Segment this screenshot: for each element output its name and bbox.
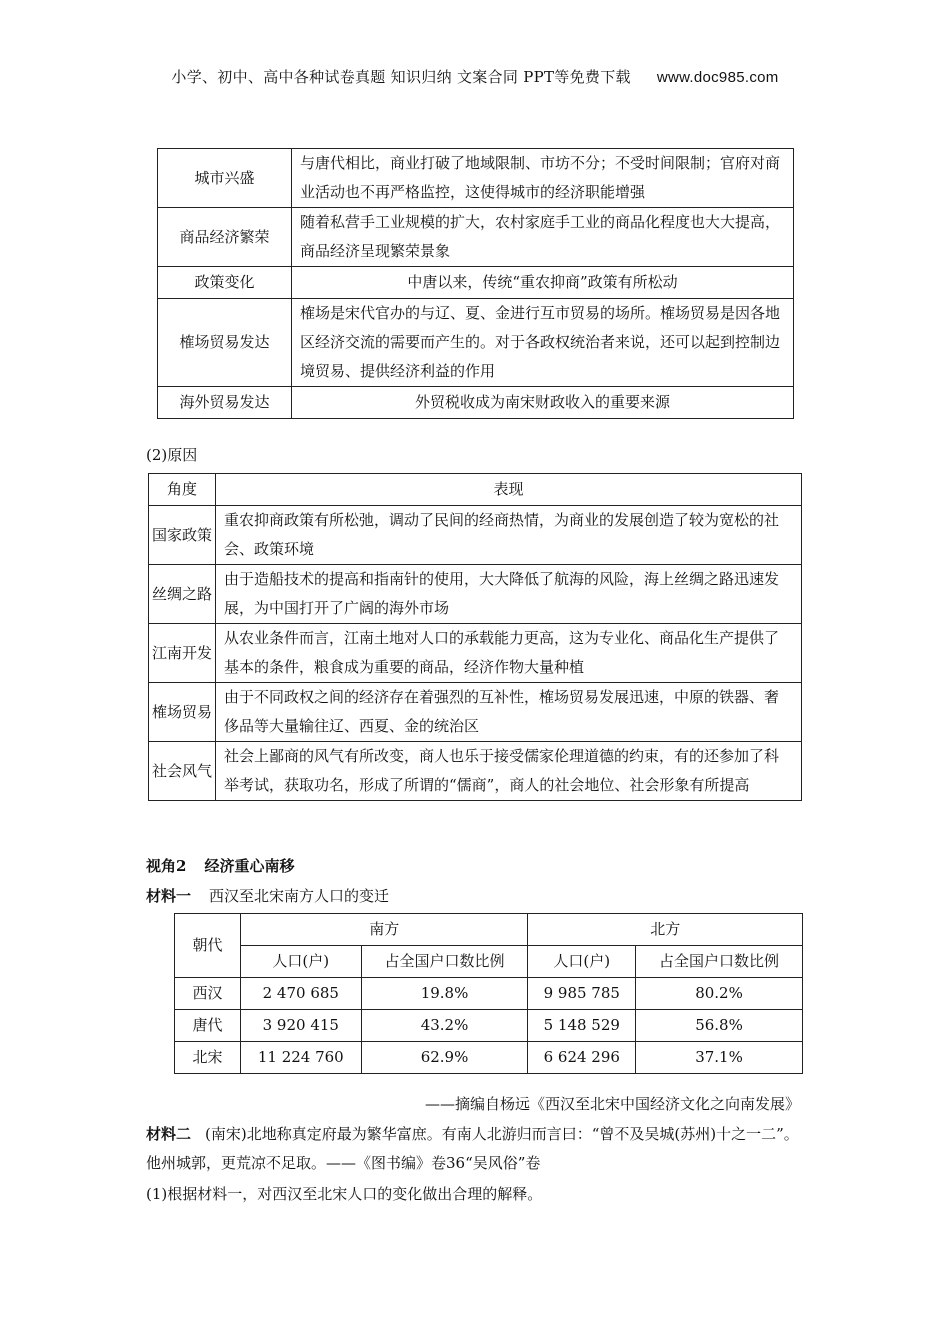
- table-header-row: [175, 914, 803, 946]
- row-key: 榷场贸易: [149, 683, 216, 742]
- row-key: 江南开发: [149, 624, 216, 683]
- row-key: 国家政策: [149, 506, 216, 565]
- cell-dynasty: 西汉: [175, 978, 241, 1010]
- row-value: 与唐代相比，商业打破了地域限制、市坊不分；不受时间限制；官府对商业活动也不再严格监控，这使得城市的经济职能增强: [292, 149, 794, 208]
- row-value: 社会上鄙商的风气有所改变，商人也乐于接受儒家伦理道德的约束，有的还参加了科举考试，获取功名，形成了所谓的“儒商”，商人的社会地位、社会形象有所提高: [216, 742, 802, 801]
- header-angle: 角度: [149, 474, 216, 506]
- row-key: 社会风气: [149, 742, 216, 801]
- subheader-north-ratio: 占全国户口数比例: [636, 946, 803, 978]
- header-north: 北方: [528, 914, 803, 946]
- row-value: 随着私营手工业规模的扩大，农村家庭手工业的商品化程度也大大提高，商品经济呈现繁荣景象: [292, 208, 794, 267]
- header-south: 南方: [241, 914, 528, 946]
- material2-label: 材料二: [146, 1125, 192, 1143]
- table-subheader-row: [175, 946, 803, 978]
- view2-heading: [146, 855, 294, 876]
- row-value: 榷场是宋代官办的与辽、夏、金进行互市贸易的场所。榷场贸易是因各地区经济交流的需要而产生的。对于各政权统治者来说，还可以起到控制边境贸易、提供经济利益的作用: [292, 299, 794, 387]
- header-performance: 表现: [216, 474, 802, 506]
- cell-south-pop: 2 470 685: [241, 978, 362, 1010]
- cell-north-ratio: 56.8%: [636, 1010, 803, 1042]
- row-value: 重农抑商政策有所松弛，调动了民间的经商热情，为商业的发展创造了较为宽松的社会、政策环境: [216, 506, 802, 565]
- cell-north-ratio: 80.2%: [636, 978, 803, 1010]
- table-row: [149, 565, 802, 624]
- table-row: [149, 742, 802, 801]
- row-key: 海外贸易发达: [158, 387, 292, 419]
- table-row: [149, 624, 802, 683]
- subheader-north-pop: 人口(户): [528, 946, 636, 978]
- table-row: [175, 1042, 803, 1074]
- cell-north-pop: 6 624 296: [528, 1042, 636, 1074]
- cell-dynasty: 唐代: [175, 1010, 241, 1042]
- subheader-south-ratio: 占全国户口数比例: [361, 946, 528, 978]
- table-header-row: [149, 474, 802, 506]
- cell-north-ratio: 37.1%: [636, 1042, 803, 1074]
- row-key: 城市兴盛: [158, 149, 292, 208]
- view2-title: 经济重心南移: [204, 857, 295, 875]
- table-row: [158, 299, 794, 387]
- source-citation: ——摘编自杨远《西汉至北宋中国经济文化之向南发展》: [424, 1095, 800, 1113]
- characteristics-table: [157, 148, 794, 419]
- cell-south-pop: 3 920 415: [241, 1010, 362, 1042]
- cell-north-pop: 9 985 785: [528, 978, 636, 1010]
- row-key: 政策变化: [158, 267, 292, 299]
- material2-paragraph: [146, 1120, 806, 1178]
- row-value: 从农业条件而言，江南土地对人口的承载能力更高，这为专业化、商品化生产提供了基本的条件，粮食成为重要的商品，经济作物大量种植: [216, 624, 802, 683]
- view2-label: 视角2: [146, 857, 187, 875]
- material1-heading: [146, 885, 389, 906]
- table-row: [149, 506, 802, 565]
- cell-south-ratio: 43.2%: [361, 1010, 528, 1042]
- table-row: [158, 149, 794, 208]
- cell-south-ratio: 62.9%: [361, 1042, 528, 1074]
- header-dynasty: 朝代: [175, 914, 241, 978]
- header-text: 小学、初中、高中各种试卷真题 知识归纳 文案合同 PPT等免费下载: [171, 68, 631, 86]
- header-url[interactable]: www.doc985.com: [656, 69, 779, 86]
- row-value: 由于不同政权之间的经济存在着强烈的互补性，榷场贸易发展迅速，中原的铁器、奢侈品等大量输往辽、西夏、金的统治区: [216, 683, 802, 742]
- question-1: (1)根据材料一，对西汉至北宋人口的变化做出合理的解释。: [146, 1185, 543, 1203]
- row-key: 商品经济繁荣: [158, 208, 292, 267]
- cell-north-pop: 5 148 529: [528, 1010, 636, 1042]
- material2-text: (南宋)北地称真定府最为繁华富庶。有南人北游归而言曰：“曾不及吴城(苏州)十之一二”。他州城郭，更荒凉不足取。——《图书编》卷36“吴风俗”卷: [146, 1125, 799, 1172]
- row-value: 中唐以来，传统“重农抑商”政策有所松动: [292, 267, 794, 299]
- table-row: [158, 387, 794, 419]
- cell-south-pop: 11 224 760: [241, 1042, 362, 1074]
- row-key: 榷场贸易发达: [158, 299, 292, 387]
- cell-south-ratio: 19.8%: [361, 978, 528, 1010]
- row-value: 由于造船技术的提高和指南针的使用，大大降低了航海的风险，海上丝绸之路迅速发展，为中国打开了广阔的海外市场: [216, 565, 802, 624]
- row-value: 外贸税收成为南宋财政收入的重要来源: [292, 387, 794, 419]
- table-row: [158, 267, 794, 299]
- material1-title: 西汉至北宋南方人口的变迁: [209, 887, 390, 905]
- table-row: [149, 683, 802, 742]
- population-table: [174, 913, 803, 1074]
- table-row: [175, 978, 803, 1010]
- cell-dynasty: 北宋: [175, 1042, 241, 1074]
- material1-label: 材料一: [146, 887, 192, 905]
- table-row: [175, 1010, 803, 1042]
- table-row: [158, 208, 794, 267]
- page-header: [0, 66, 950, 87]
- section-label-reasons: (2)原因: [146, 446, 198, 464]
- row-key: 丝绸之路: [149, 565, 216, 624]
- subheader-south-pop: 人口(户): [241, 946, 362, 978]
- reasons-table: [148, 473, 802, 801]
